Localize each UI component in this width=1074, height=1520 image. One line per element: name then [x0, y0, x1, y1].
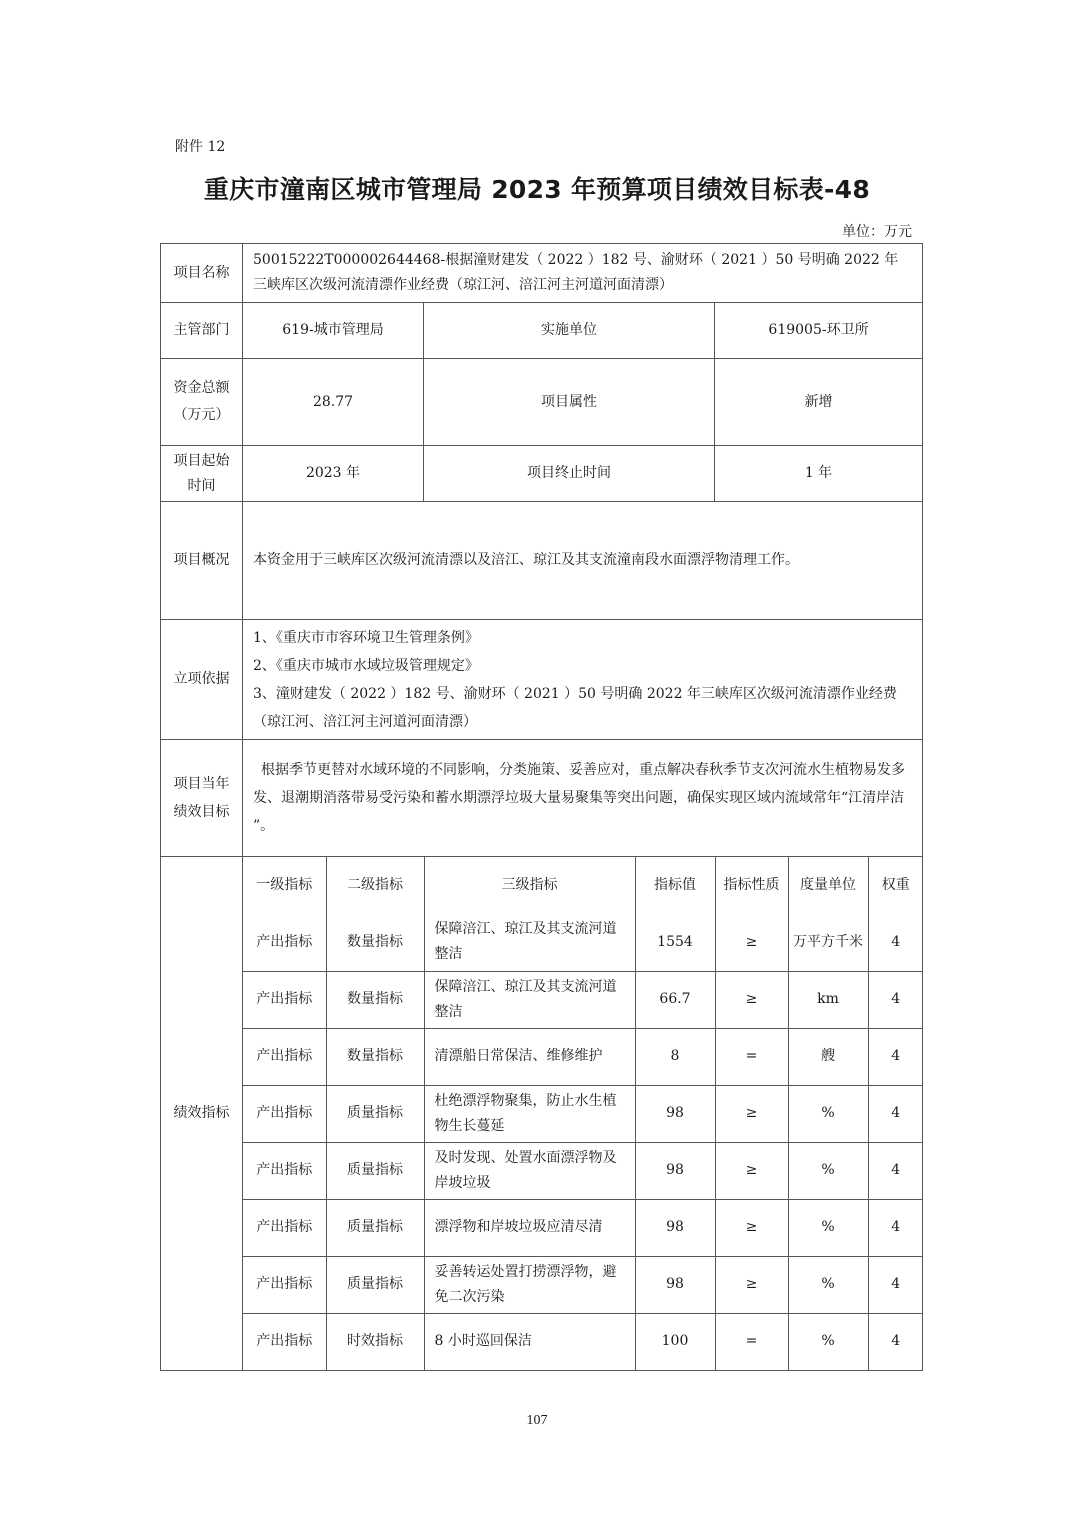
cell-level3: 清漂船日常保洁、维修维护 — [424, 1028, 635, 1085]
row-performance — [161, 857, 923, 1371]
basis-item: 3、潼财建发（ 2022 ）182 号、渝财环（ 2021 ）50 号明确 2022 年三峡库区次级河流清漂作业经费（琼江河、涪江河主河道河面清漂） — [253, 685, 897, 730]
cell-weight: 4 — [868, 1028, 923, 1085]
start-label: 项目起始时间 — [161, 446, 243, 502]
cell-nature: ≥ — [715, 1142, 788, 1199]
cell-level3: 8 小时巡回保洁 — [424, 1313, 635, 1370]
header-value: 指标值 — [635, 857, 715, 914]
cell-level2: 质量指标 — [326, 1199, 424, 1256]
project-name-value: 50015222T000002644468-根据潼财建发（ 2022 ）182 号、渝财环（ 2021 ）50 号明确 2022 年三峡库区次级河流清漂作业经费（琼江河、涪江河主河道河面清漂） — [243, 244, 923, 303]
fund-value: 28.77 — [243, 359, 424, 446]
cell-level2: 质量指标 — [326, 1142, 424, 1199]
header-level3: 三级指标 — [424, 857, 635, 914]
overview-label: 项目概况 — [161, 502, 243, 620]
cell-level1: 产出指标 — [243, 1199, 326, 1256]
cell-level1: 产出指标 — [243, 914, 326, 971]
performance-cell — [243, 857, 923, 1371]
cell-unit: % — [788, 1313, 868, 1370]
cell-level1: 产出指标 — [243, 1142, 326, 1199]
project-name-label: 项目名称 — [161, 244, 243, 303]
cell-level1: 产出指标 — [243, 1256, 326, 1313]
cell-value: 98 — [635, 1199, 715, 1256]
page-title: 重庆市潼南区城市管理局 2023 年预算项目绩效目标表-48 — [203, 175, 871, 204]
header-nature: 指标性质 — [715, 857, 788, 914]
cell-level1: 产出指标 — [243, 1313, 326, 1370]
performance-indicator-table — [243, 857, 923, 1370]
attr-label: 项目属性 — [424, 359, 715, 446]
row-overview — [161, 502, 923, 620]
attr-value: 新增 — [715, 359, 923, 446]
cell-nature: = — [715, 1028, 788, 1085]
header-level1: 一级指标 — [243, 857, 326, 914]
cell-level2: 时效指标 — [326, 1313, 424, 1370]
cell-level3: 杜绝漂浮物聚集，防止水生植物生长蔓延 — [424, 1085, 635, 1142]
cell-value: 8 — [635, 1028, 715, 1085]
cell-weight: 4 — [868, 1142, 923, 1199]
cell-value: 100 — [635, 1313, 715, 1370]
cell-level2: 数量指标 — [326, 914, 424, 971]
cell-unit: % — [788, 1199, 868, 1256]
cell-value: 1554 — [635, 914, 715, 971]
cell-level2: 质量指标 — [326, 1256, 424, 1313]
indicator-row — [243, 1028, 923, 1085]
cell-level2: 数量指标 — [326, 971, 424, 1028]
end-value: 1 年 — [715, 446, 923, 502]
cell-weight: 4 — [868, 914, 923, 971]
impl-label: 实施单位 — [424, 303, 715, 359]
cell-level1: 产出指标 — [243, 1028, 326, 1085]
cell-value: 66.7 — [635, 971, 715, 1028]
cell-value: 98 — [635, 1142, 715, 1199]
dept-value: 619-城市管理局 — [243, 303, 424, 359]
page-number: 107 — [526, 1413, 548, 1428]
cell-weight: 4 — [868, 1085, 923, 1142]
indicator-row — [243, 1313, 923, 1370]
cell-value: 98 — [635, 1256, 715, 1313]
goal-value: 根据季节更替对水域环境的不同影响，分类施策、妥善应对，重点解决春秋季节支次河流水生植物易发多发、退潮期消落带易受污染和蓄水期漂浮垃圾大量易聚集等突出问题，确保实现区域内流域常年“江清岸洁 ”。 — [243, 740, 923, 857]
cell-nature: ≥ — [715, 1256, 788, 1313]
basis-list — [243, 620, 923, 740]
indicator-row — [243, 1199, 923, 1256]
goal-label: 项目当年绩效目标 — [161, 740, 243, 857]
row-goal — [161, 740, 923, 857]
cell-level3: 保障涪江、琼江及其支流河道整洁 — [424, 971, 635, 1028]
cell-unit: % — [788, 1256, 868, 1313]
cell-level3: 妥善转运处置打捞漂浮物，避免二次污染 — [424, 1256, 635, 1313]
cell-level3: 漂浮物和岸坡垃圾应清尽清 — [424, 1199, 635, 1256]
attachment-label: 附件 12 — [175, 139, 226, 155]
row-fund — [161, 359, 923, 446]
cell-nature: ≥ — [715, 1199, 788, 1256]
basis-label: 立项依据 — [161, 620, 243, 740]
cell-level2: 质量指标 — [326, 1085, 424, 1142]
cell-weight: 4 — [868, 1199, 923, 1256]
cell-value: 98 — [635, 1085, 715, 1142]
indicator-header-row — [243, 857, 923, 914]
start-value: 2023 年 — [243, 446, 424, 502]
cell-level3: 及时发现、处置水面漂浮物及岸坡垃圾 — [424, 1142, 635, 1199]
cell-unit: % — [788, 1085, 868, 1142]
cell-nature: ≥ — [715, 1085, 788, 1142]
dept-label: 主管部门 — [161, 303, 243, 359]
row-basis — [161, 620, 923, 740]
row-time — [161, 446, 923, 502]
indicator-row — [243, 914, 923, 971]
indicator-row — [243, 1256, 923, 1313]
header-weight: 权重 — [868, 857, 923, 914]
cell-nature: ≥ — [715, 971, 788, 1028]
overview-value: 本资金用于三峡库区次级河流清漂以及涪江、琼江及其支流潼南段水面漂浮物清理工作。 — [243, 502, 923, 620]
row-department — [161, 303, 923, 359]
cell-weight: 4 — [868, 1256, 923, 1313]
basis-item: 1、《重庆市市容环境卫生管理条例》 — [253, 629, 479, 646]
unit-label: 单位：万元 — [842, 224, 912, 240]
fund-label: 资金总额（万元） — [161, 359, 243, 446]
cell-weight: 4 — [868, 971, 923, 1028]
cell-unit: 万平方千米 — [788, 914, 868, 971]
end-label: 项目终止时间 — [424, 446, 715, 502]
header-unit: 度量单位 — [788, 857, 868, 914]
cell-level1: 产出指标 — [243, 971, 326, 1028]
header-level2: 二级指标 — [326, 857, 424, 914]
cell-weight: 4 — [868, 1313, 923, 1370]
impl-value: 619005-环卫所 — [715, 303, 923, 359]
cell-nature: = — [715, 1313, 788, 1370]
indicator-row — [243, 1085, 923, 1142]
row-project-name — [161, 244, 923, 303]
cell-nature: ≥ — [715, 914, 788, 971]
performance-goal-table — [160, 243, 923, 1371]
cell-unit: km — [788, 971, 868, 1028]
cell-level2: 数量指标 — [326, 1028, 424, 1085]
cell-unit: % — [788, 1142, 868, 1199]
performance-label: 绩效指标 — [161, 857, 243, 1371]
basis-item: 2、《重庆市城市水域垃圾管理规定》 — [253, 657, 479, 674]
cell-level3: 保障涪江、琼江及其支流河道整洁 — [424, 914, 635, 971]
indicator-row — [243, 1142, 923, 1199]
cell-unit: 艘 — [788, 1028, 868, 1085]
indicator-row — [243, 971, 923, 1028]
cell-level1: 产出指标 — [243, 1085, 326, 1142]
